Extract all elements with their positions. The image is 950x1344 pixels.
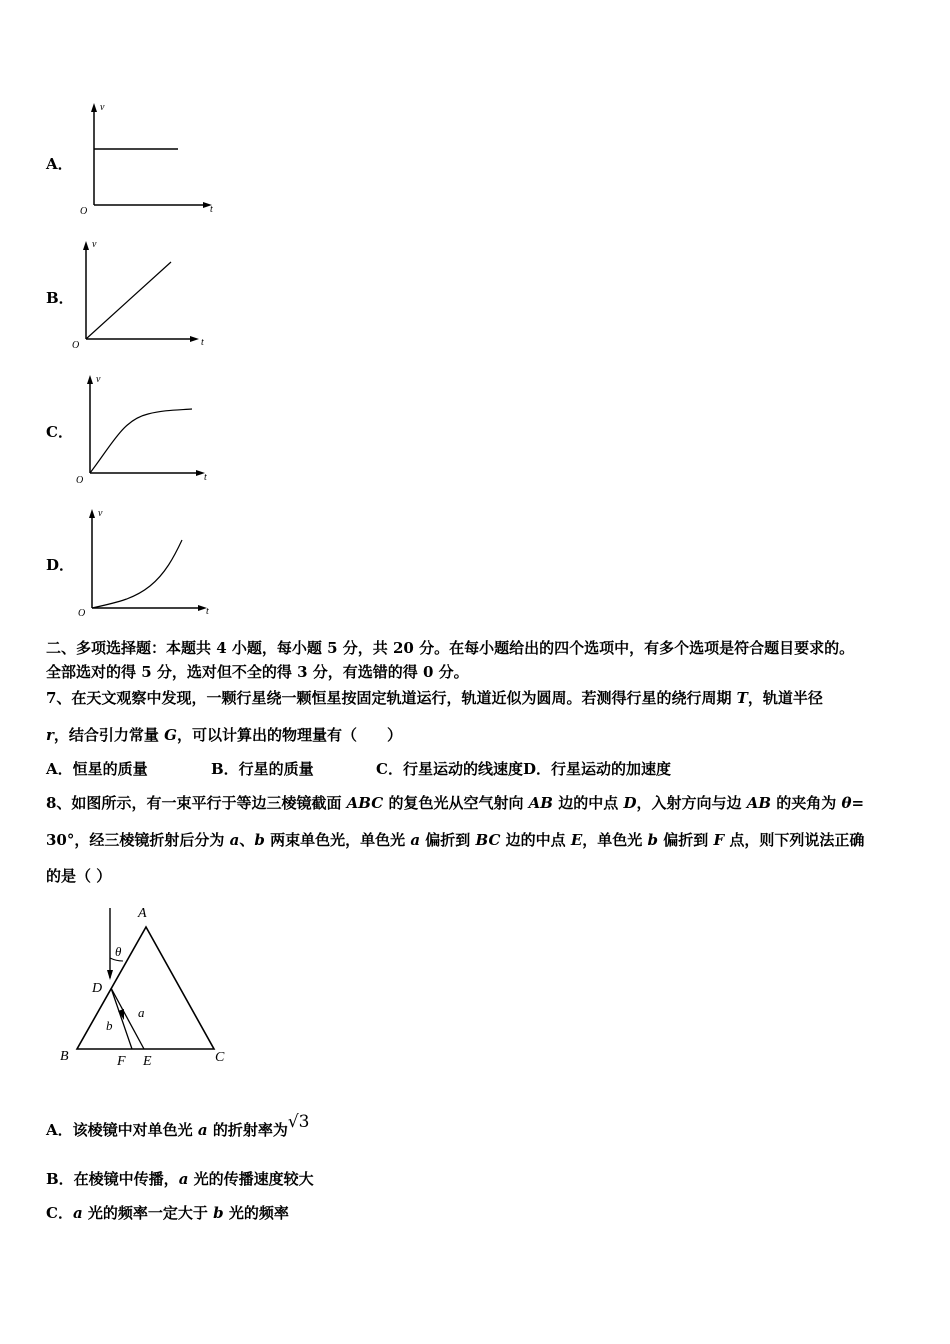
graph-a bbox=[72, 100, 222, 224]
ray-b bbox=[111, 988, 132, 1049]
q8-opt-text: C． bbox=[46, 1204, 73, 1222]
q7-var-G: G bbox=[164, 726, 177, 744]
option-a-label: A． bbox=[46, 155, 73, 173]
q8-text: 8、如图所示，有一束平行于等边三棱镜截面 bbox=[46, 794, 347, 812]
q8-opt-var: a bbox=[72, 1204, 83, 1222]
q8-var: b bbox=[647, 831, 659, 849]
q8-opt-var: a bbox=[178, 1170, 189, 1188]
q8-text: ，入射方向与边 bbox=[636, 794, 747, 812]
option-d-label: D． bbox=[46, 556, 75, 574]
graph-c-origin-label: O bbox=[76, 475, 84, 486]
label-b: b bbox=[106, 1018, 113, 1033]
q7-line2 bbox=[46, 725, 916, 745]
q8-opt-var: a bbox=[197, 1121, 208, 1139]
graph-a-origin-label: O bbox=[80, 206, 88, 217]
label-a: a bbox=[138, 1005, 145, 1020]
graph-d-origin-label: O bbox=[78, 608, 86, 619]
option-b-label: B． bbox=[46, 289, 74, 307]
graph-c-curve bbox=[90, 409, 192, 473]
q8-option-b[interactable] bbox=[46, 1169, 916, 1189]
q8-text: 边的中点 bbox=[553, 794, 624, 812]
q8-var: ABC bbox=[346, 794, 384, 812]
label-F: F bbox=[117, 1054, 126, 1069]
q8-var: D bbox=[623, 794, 637, 812]
graph-b-t-label: t bbox=[201, 337, 204, 348]
label-C: C bbox=[215, 1050, 225, 1065]
q8-option-a[interactable] bbox=[46, 1112, 916, 1140]
q8-line2 bbox=[46, 830, 916, 850]
graph-a-t-label: t bbox=[210, 204, 213, 215]
option-c-label: C． bbox=[46, 423, 73, 441]
section2-line2: 全部选对的得 5 分，选对但不全的得 3 分，有选错的得 0 分。 bbox=[46, 663, 469, 681]
q8-opt-text: B．在棱镜中传播， bbox=[46, 1170, 179, 1188]
q7-line1 bbox=[46, 688, 916, 708]
q8-text: 的夹角为 bbox=[771, 794, 842, 812]
q8-line3: 的是（ ） bbox=[46, 867, 112, 885]
q8-text: 偏折到 bbox=[420, 831, 476, 849]
q7-option-a[interactable]: A．恒星的质量 bbox=[46, 760, 148, 778]
graph-b-origin-label: O bbox=[72, 340, 80, 351]
section2-line1: 二、多项选择题：本题共 4 小题，每小题 5 分，共 20 分。在每小题给出的四个选项中，有多个选项是符合题目要求的。 bbox=[46, 639, 855, 657]
q8-var: a bbox=[229, 831, 240, 849]
q8-text: 两束单色光，单色光 bbox=[264, 831, 411, 849]
graph-a-v-label: v bbox=[100, 102, 105, 113]
q8-var: θ= bbox=[841, 794, 865, 812]
graph-d-curve bbox=[92, 540, 182, 608]
q8-text: 偏折到 bbox=[658, 831, 714, 849]
q7-option-d[interactable]: D．行星运动的加速度 bbox=[522, 760, 671, 778]
label-A: A bbox=[138, 906, 147, 921]
q8-text: 的复色光从空气射向 bbox=[383, 794, 529, 812]
q8-opt-text: 光的传播速度较大 bbox=[188, 1170, 314, 1188]
graph-b bbox=[64, 234, 214, 358]
q8-text: ，单色光 bbox=[582, 831, 648, 849]
q8-var: a bbox=[410, 831, 421, 849]
q8-var: BC bbox=[475, 831, 501, 849]
graph-d-v-label: v bbox=[98, 508, 103, 519]
q8-text: 、 bbox=[239, 831, 255, 849]
q7-text: ，轨道半径 bbox=[747, 689, 823, 707]
q8-var: E bbox=[570, 831, 583, 849]
q7-options bbox=[46, 759, 916, 779]
q8-text: 30°，经三棱镜折射后分为 bbox=[46, 831, 230, 849]
q8-opt-text: 光的频率 bbox=[223, 1204, 289, 1222]
q7-text: 7、在天文观察中发现，一颗行星绕一颗恒星按固定轨道运行，轨道近似为圆周。若测得行星的绕行周期 bbox=[46, 689, 737, 707]
q7-option-b[interactable]: B．行星的质量 bbox=[211, 760, 314, 778]
graph-c-t-label: t bbox=[204, 472, 207, 483]
q7-var-T: T bbox=[736, 689, 748, 707]
q8-var: F bbox=[713, 831, 725, 849]
q8-text: 点，则下列说法正确 bbox=[724, 831, 865, 849]
graph-d bbox=[70, 502, 220, 626]
q7-option-c[interactable]: C．行星运动的线速度 bbox=[376, 760, 523, 778]
prism-figure bbox=[52, 900, 242, 1079]
graph-c-v-label: v bbox=[96, 374, 101, 385]
q8-line1 bbox=[46, 793, 916, 813]
q8-opt-text: A．该棱镜中对单色光 bbox=[46, 1121, 198, 1139]
q8-var: AB bbox=[528, 794, 553, 812]
q8-opt-text: 光的频率一定大于 bbox=[82, 1204, 214, 1222]
q7-text: ，结合引力常量 bbox=[53, 726, 165, 744]
q8-option-c[interactable] bbox=[46, 1203, 916, 1223]
q7-var-r: r bbox=[46, 726, 54, 744]
graph-d-t-label: t bbox=[206, 606, 209, 617]
graph-b-v-label: v bbox=[92, 239, 97, 250]
q8-var: b bbox=[254, 831, 265, 849]
sqrt3: √3 bbox=[287, 1112, 310, 1132]
graph-c bbox=[68, 368, 218, 492]
graph-b-curve bbox=[86, 262, 171, 339]
q8-var: AB bbox=[746, 794, 772, 812]
q8-opt-text: 的折射率为 bbox=[207, 1121, 288, 1139]
label-D: D bbox=[92, 981, 103, 996]
q7-text: ，可以计算出的物理量有（ ） bbox=[176, 726, 402, 744]
label-B: B bbox=[60, 1049, 69, 1064]
q8-text: 边的中点 bbox=[500, 831, 571, 849]
label-theta: θ bbox=[115, 944, 122, 959]
q8-opt-var: b bbox=[213, 1204, 224, 1222]
label-E: E bbox=[143, 1054, 152, 1069]
